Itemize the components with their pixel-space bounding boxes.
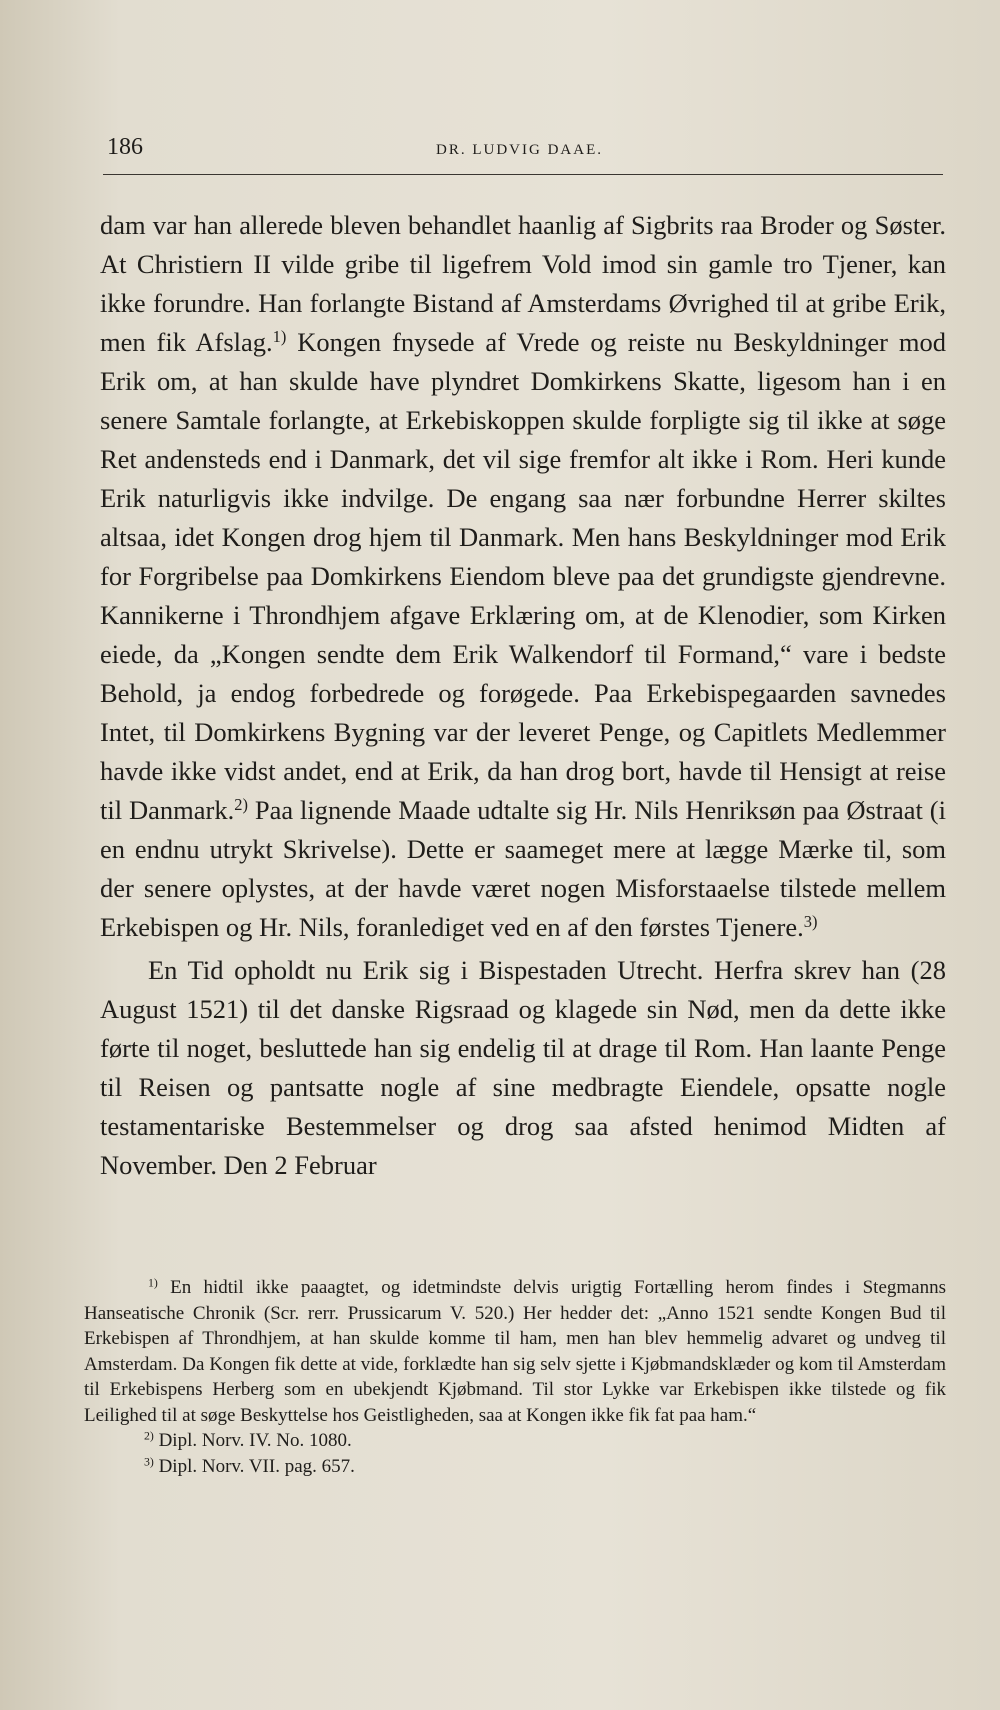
footnote-ref: 1) [272,326,287,346]
paragraph-text: Kongen fnysede af Vrede og reiste nu Beskyldninger mod Erik om, at han skulde have plyndret Domkirkens Skatte, ligesom han i en senere Samtale forlangte, at Erkebiskoppen skulde forpligte sig til ikke at søge Ret andensteds end i Danmark, det vil sige fremfor alt ikke i Rom. Heri kunde Erik naturligvis ikke indvilge. De engang saa nær forbundne Herrer skiltes altsaa, idet Kongen drog hjem til Danmark. Men hans Beskyldninger mod Erik for Forgribelse paa Domkirkens Eiendom bleve paa det grundigste gjendrevne. Kannikerne i Throndhjem afgave Erklæring om, at de Klenodier, som Kirken eiede, da „Kongen sendte dem Erik Walkendorf til Formand,“ vare i bedste Behold, ja endog forbedrede og forøgede. Paa Erkebispegaarden savnedes Intet, til Domkirkens Bygning var der leveret Penge, og Capitlets Medlemmer havde ikke vidst andet, end at Erik, da han drog bort, havde til Hensigt at reise til Danmark. [100,327,947,825]
page-number: 186 [107,134,143,160]
paragraph-text: En Tid opholdt nu Erik sig i Bispestaden Utrecht. Herfra skrev han (28 August 1521) til det danske Rigsraad og klagede sin Nød, men da dette ikke førte til noget, besluttede han sig endelig til at drage til Rom. Han laante Penge til Reisen og pantsatte nogle af sine medbragte Eiendele, opsatte nogle testamentariske Bestemmelser og drog saa afsted henimod Midten af November. Den 2 Februar [100,955,946,1180]
footnote [84,1428,946,1454]
footnote [84,1454,946,1480]
footnote-ref: 2) [234,794,248,814]
running-head: DR. LUDVIG DAAE. [436,142,603,158]
footnote-text: Dipl. Norv. VII. pag. 657. [153,1455,355,1477]
body-text [100,206,946,1185]
footnote-text: Dipl. Norv. IV. No. 1080. [153,1430,352,1451]
paragraph [100,206,946,947]
footnote-ref: 3) [803,911,818,931]
paragraph-text: Paa lignende Maade udtalte sig Hr. Nils Henriksøn paa Østraat (i en endnu utrykt Skrivelse). Dette er saameget mere at lægge Mærke til, som der senere oplystes, at der havde været nogen Misforstaaelse tilstede mellem Erkebispen og Hr. Nils, foranlediget ved en af den førstes Tjenere. [100,795,946,942]
footnote [84,1275,946,1428]
footnote-mark: 3) [144,1455,154,1469]
header-rule [103,174,943,175]
footnote-mark: 2) [144,1429,154,1443]
footnote-text: En hidtil ikke paaagtet, og idetmindste delvis urigtig Fortælling herom findes i Stegmanns Hanseatische Chronik (Scr. rerr. Prussicarum V. 520.) Her hedder det: „Anno 1521 sendte Kongen Bud til Erkebispen af Throndhjem, at han skulde komme til ham, men han blev hemmelig advaret og undveg til Amsterdam. Da Kongen fik dette at vide, forklædte han sig selv sjette i Kjøbmandsklæder og kom til Amsterdam til Erkebispens Herberg som en ubekjendt Kjøbmand. Til stor Lykke var Erkebispen ikke tilstede og fik Leilighed til at søge Beskyttelse hos Geistligheden, saa at Kongen ikke fik fat paa ham.“ [84,1277,946,1426]
paragraph [100,951,946,1185]
footnotes [84,1275,946,1479]
page-header [103,134,943,170]
footnote-mark: 1) [148,1276,158,1290]
paragraph-text: dam var han allerede bleven behandlet haanlig af Sigbrits raa Broder og Søster. At Christiern II vilde gribe til ligefrem Vold imod sin gamle tro Tjener, kan ikke forundre. Han forlangte Bistand af Amsterdams Øvrighed til at gribe Erik, men fik Afslag. [100,210,946,357]
